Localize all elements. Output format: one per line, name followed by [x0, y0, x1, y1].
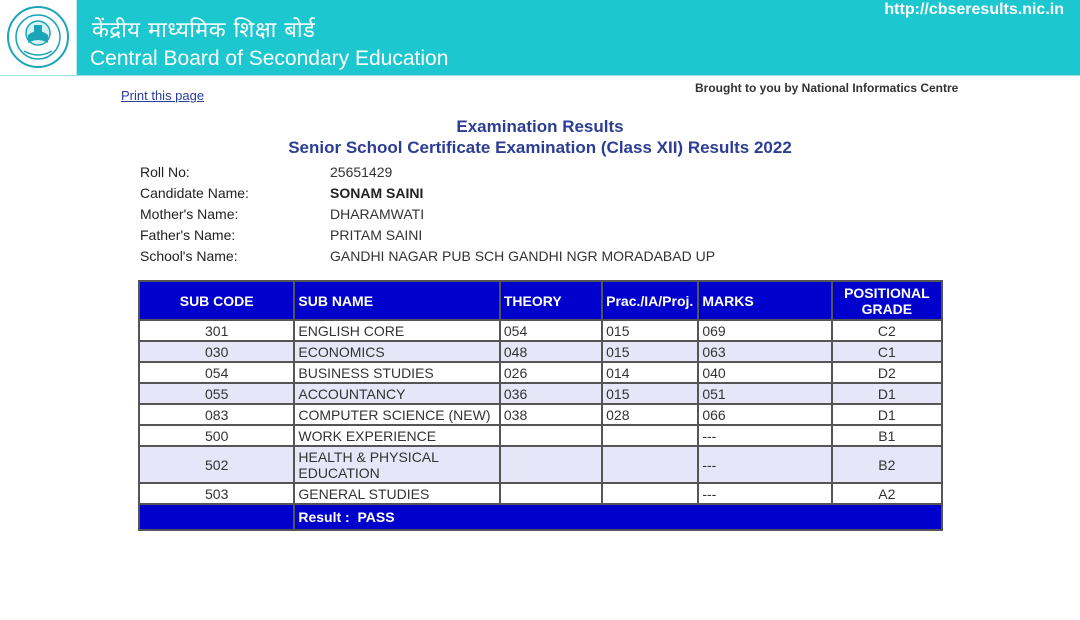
roll-no-row	[140, 161, 715, 182]
prac-cell: 015	[602, 383, 698, 404]
table-row	[139, 362, 942, 383]
print-page-link[interactable]: Print this page	[121, 88, 205, 103]
grade-cell: C1	[832, 341, 942, 362]
site-header	[0, 0, 1080, 76]
prac-cell: 015	[602, 320, 698, 341]
prac-cell	[602, 446, 698, 483]
result-cell	[294, 504, 942, 530]
sub-name-cell: WORK EXPERIENCE	[294, 425, 500, 446]
roll-no-value: 25651429	[330, 163, 393, 180]
roll-no-label: Roll No:	[140, 163, 190, 180]
header-positional-grade	[832, 281, 942, 320]
grade-cell: D1	[832, 404, 942, 425]
school-name-label: School's Name:	[140, 247, 238, 264]
prac-cell	[602, 483, 698, 504]
site-url: http://cbseresults.nic.in	[884, 1, 1064, 18]
marks-cell: ---	[698, 446, 831, 483]
english-board-title: Central Board of Secondary Education	[90, 47, 449, 70]
cbse-emblem-icon	[6, 5, 70, 69]
header-marks: MARKS	[698, 281, 831, 320]
school-name-value: GANDHI NAGAR PUB SCH GANDHI NGR MORADABAD UP	[330, 247, 716, 264]
marks-cell: 040	[698, 362, 831, 383]
header-prac: Prac./IA/Proj.	[602, 281, 698, 320]
table-row	[139, 383, 942, 404]
candidate-name-value: SONAM SAINI	[330, 184, 424, 201]
result-spacer-cell	[139, 504, 294, 530]
sub-name-cell: GENERAL STUDIES	[294, 483, 500, 504]
result-label: Result :	[298, 509, 350, 525]
sub-code-cell: 503	[139, 483, 294, 504]
marks-cell: 063	[698, 341, 831, 362]
marks-cell: ---	[698, 483, 831, 504]
header-theory: THEORY	[500, 281, 602, 320]
sub-name-cell: ENGLISH CORE	[294, 320, 500, 341]
exam-title: Examination Results	[456, 117, 624, 136]
table-header-row	[139, 281, 942, 320]
theory-cell: 048	[500, 341, 602, 362]
marks-cell: 066	[698, 404, 831, 425]
table-row	[139, 483, 942, 504]
result-value: PASS	[357, 509, 395, 525]
mother-name-label: Mother's Name:	[140, 205, 239, 222]
mother-name-value: DHARAMWATI	[330, 205, 425, 222]
sub-code-cell: 502	[139, 446, 294, 483]
sub-code-cell: 083	[139, 404, 294, 425]
sub-code-cell: 500	[139, 425, 294, 446]
marks-cell: 051	[698, 383, 831, 404]
sub-name-cell: HEALTH & PHYSICAL EDUCATION	[294, 446, 500, 483]
grade-cell: D1	[832, 383, 942, 404]
sub-name-cell: BUSINESS STUDIES	[294, 362, 500, 383]
theory-cell	[500, 446, 602, 483]
table-row	[139, 320, 942, 341]
prac-cell: 015	[602, 341, 698, 362]
brought-by-text: Brought to you by National Informatics Centre	[695, 81, 959, 95]
sub-code-cell: 301	[139, 320, 294, 341]
exam-subtitle: Senior School Certificate Examination (Class XII) Results 2022	[288, 138, 792, 157]
candidate-name-row	[140, 182, 715, 203]
sub-name-cell: COMPUTER SCIENCE (NEW)	[294, 404, 500, 425]
prac-cell: 028	[602, 404, 698, 425]
grade-cell: A2	[832, 483, 942, 504]
father-name-label: Father's Name:	[140, 226, 236, 243]
sub-name-cell: ECONOMICS	[294, 341, 500, 362]
prac-cell: 014	[602, 362, 698, 383]
table-row	[139, 446, 942, 483]
table-row	[139, 425, 942, 446]
grade-cell: B1	[832, 425, 942, 446]
sub-code-cell: 030	[139, 341, 294, 362]
candidate-info	[140, 161, 715, 266]
candidate-name-label: Candidate Name:	[140, 184, 249, 201]
theory-cell: 036	[500, 383, 602, 404]
results-table	[138, 280, 943, 531]
hindi-board-title: केंद्रीय माध्यमिक शिक्षा बोर्ड	[92, 18, 316, 43]
prac-cell	[602, 425, 698, 446]
father-name-value: PRITAM SAINI	[330, 226, 423, 243]
school-name-row	[140, 245, 715, 266]
sub-code-cell: 055	[139, 383, 294, 404]
marks-cell: ---	[698, 425, 831, 446]
header-grade-line2: GRADE	[861, 300, 913, 317]
theory-cell: 026	[500, 362, 602, 383]
table-row	[139, 341, 942, 362]
grade-cell: D2	[832, 362, 942, 383]
header-sub-name: SUB NAME	[294, 281, 500, 320]
grade-cell: B2	[832, 446, 942, 483]
table-row	[139, 404, 942, 425]
theory-cell: 038	[500, 404, 602, 425]
theory-cell: 054	[500, 320, 602, 341]
theory-cell	[500, 425, 602, 446]
grade-cell: C2	[832, 320, 942, 341]
theory-cell	[500, 483, 602, 504]
result-row	[139, 504, 942, 530]
father-name-row	[140, 224, 715, 245]
logo-container	[0, 0, 77, 75]
header-sub-code: SUB CODE	[139, 281, 294, 320]
mother-name-row	[140, 203, 715, 224]
sub-code-cell: 054	[139, 362, 294, 383]
header-grade-line1: POSITIONAL	[844, 284, 930, 301]
sub-name-cell: ACCOUNTANCY	[294, 383, 500, 404]
marks-cell: 069	[698, 320, 831, 341]
